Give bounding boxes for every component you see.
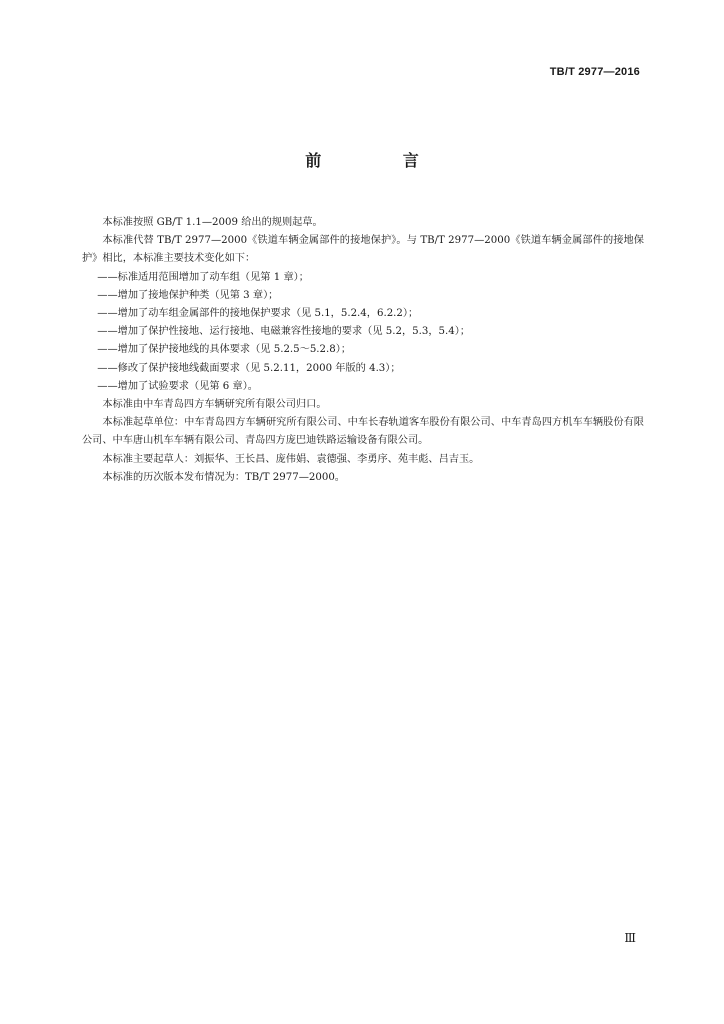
change-item: ——增加了试验要求（见第 6 章）。: [97, 380, 258, 392]
paragraph-drafting-rules: 本标准按照 GB/T 1.1—2009 给出的规则起草。: [102, 217, 323, 228]
paragraph-administration: 本标准由中车青岛四方车辆研究所有限公司归口。: [102, 399, 327, 411]
foreword-body: [82, 214, 644, 487]
change-item: ——增加了保护接地线的具体要求（见 5.2.5～5.2.8）；: [97, 344, 352, 356]
standard-code: TB/T 2977—2016: [549, 66, 640, 78]
page-number: Ⅲ: [624, 931, 636, 945]
page-title: 前 言: [305, 151, 457, 170]
change-item: ——标准适用范围增加了动车组（见第 1 章）；: [97, 271, 309, 283]
change-item: ——增加了接地保护种类（见第 3 章）；: [97, 289, 279, 301]
change-item: ——增加了动车组金属部件的接地保护要求（见 5.1，5.2.4，6.2.2）；: [97, 308, 419, 320]
paragraph-drafters: 本标准主要起草人：刘振华、王长昌、庞伟娟、袁德强、李勇序、苑丰彪、吕吉玉。: [102, 453, 480, 465]
change-item: ——修改了保护接地线截面要求（见 5.2.11，2000 年版的 4.3）；: [97, 362, 401, 374]
paragraph-replacement: 本标准代替 TB/T 2977—2000《铁道车辆金属部件的接地保护》。与 TB/T 2977—2000《铁道车辆金属部件的接地保护》相比，本标准主要技术变化如下：: [82, 235, 644, 265]
paragraph-version-history: 本标准的历次版本发布情况为：TB/T 2977—2000。: [102, 471, 345, 483]
paragraph-drafting-units: 本标准起草单位：中车青岛四方车辆研究所有限公司、中车长春轨道客车股份有限公司、中车青岛四方机车车辆股份有限公司、中车唐山机车车辆有限公司、青岛四方庞巴迪铁路运输设备有限公司。: [82, 417, 644, 447]
change-item: ——增加了保护性接地、运行接地、电磁兼容性接地的要求（见 5.2，5.3，5.4）；: [97, 326, 471, 338]
